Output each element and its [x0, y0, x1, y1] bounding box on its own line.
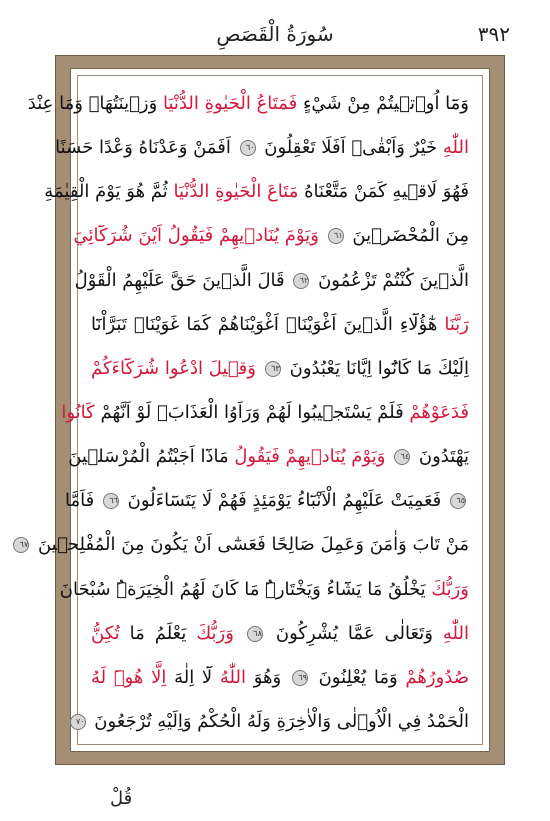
verse-text: وَهُوَ — [246, 666, 289, 688]
verse-text: الَّذٖينَ كُنْتُمْ تَزْعُمُونَ — [312, 269, 469, 291]
verse-text: لَٓا اِلٰهَ — [166, 666, 220, 688]
verse-text: مَنْ تَابَ وَاٰمَنَ وَعَمِلَ صَالِحًا فَعَسٰٓى اَنْ يَكُونَ مِنَ الْمُفْلِحٖينَ — [32, 534, 469, 556]
highlighted-text: اللّٰهِ — [442, 622, 469, 644]
text-line — [55, 135, 469, 161]
text-panel — [19, 68, 490, 752]
verse-text: فَعَمِيَتْ عَلَيْهِمُ الْاَنْبَٓاءُ يَوْمَئِذٍ فَهُمْ لَا يَتَسَٓاءَلُونَ — [121, 490, 447, 512]
verse-number-marker: ٦٨ — [247, 626, 263, 642]
highlighted-text: صُدُورُهُمْ — [405, 666, 469, 688]
verse-text: يَعْلَمُ مَا — [119, 622, 197, 644]
verse-text: ثُمَّ هُوَ يَوْمَ الْقِيٰمَةِ — [44, 181, 174, 203]
verse-number-marker: ٦٧ — [13, 537, 29, 553]
text-line — [74, 268, 469, 294]
text-line — [91, 621, 469, 647]
verse-number-marker: ٦٩ — [292, 670, 308, 686]
highlighted-text: وَيَوْمَ يُنَادٖيهِمْ فَيَقُولُ اَيْنَ شُرَكَٓائِيَ — [73, 225, 325, 247]
verse-text: اَفَمَنْ وَعَدْنَاهُ وَعْدًا حَسَنًا — [55, 137, 237, 159]
ornamental-frame — [19, 55, 505, 765]
highlighted-text: كَانُوا — [61, 401, 95, 423]
verse-text: مِنَ الْمُحْضَرٖينَ — [346, 225, 469, 247]
page-header — [0, 0, 550, 60]
verse-text: وَمَٓا اُو۫تٖيتُمْ مِنْ شَيْءٍ — [297, 93, 469, 114]
text-line — [27, 91, 469, 117]
verse-text: فَلَمْ يَسْتَجٖيبُوا لَهُمْ وَرَاَوُا الْعَذَابَۚ لَوْ اَنَّهُمْ — [94, 401, 410, 423]
text-line — [91, 312, 469, 338]
text-line — [68, 444, 469, 470]
verse-text: الْحَمْدُ فِي الْاُو۫لٰى وَالْاٰخِرَةِ وَلَهُ الْحُكْمُ وَاِلَيْهِ تُرْجَعُونَ — [88, 710, 469, 732]
verse-number-marker: ٦٤ — [394, 449, 410, 465]
surah-title: سُورَةُ الْقَصَصِ — [216, 22, 334, 46]
verse-number-marker: ٦٦ — [103, 493, 119, 509]
verse-text: فَهُوَ لَاقٖيهِ كَمَنْ مَتَّعْنَاهُ — [298, 181, 469, 203]
text-line — [59, 577, 469, 603]
highlighted-text: وَيَوْمَ يُنَادٖيهِمْ فَيَقُولُ — [234, 446, 392, 468]
text-line — [61, 400, 469, 426]
verse-text: فَاَمَّا — [64, 490, 100, 512]
verse-text: اِلَيْكَ مَا كَانُٓوا اِيَّانَا يَعْبُدُونَ — [283, 357, 469, 379]
verse-text: وَزٖينَتُهَاۚ وَمَا عِنْدَ — [27, 93, 163, 114]
page-number: ٣٩٢ — [477, 22, 510, 46]
verse-text: هٰٓؤُلَٓاءِ الَّذٖينَ اَغْوَيْنَاۚ اَغْوَيْنَاهُمْ كَمَا غَوَيْنَاۚ تَبَرَّاْنَٓا — [91, 313, 445, 335]
catchword: قُلْ — [110, 788, 133, 809]
highlighted-text: وَرَبُّكَ — [196, 622, 244, 644]
verse-number-marker: ٦٠ — [240, 140, 256, 156]
text-line — [44, 179, 469, 205]
verse-text: خَيْرٌ وَاَبْقٰىۜ اَفَلَا تَعْقِلُونَ — [258, 137, 443, 159]
verse-text-block — [19, 91, 469, 735]
highlighted-text: اللّٰهِ — [442, 137, 469, 159]
text-line — [91, 356, 469, 382]
verse-number-marker: ٧٠ — [70, 714, 86, 730]
verse-text: وَتَعَالٰى عَمَّا يُشْرِكُونَ — [265, 622, 443, 644]
text-line — [91, 665, 469, 691]
highlighted-text: اِلَّا هُوَۜ لَهُ — [91, 666, 167, 688]
verse-text: قَالَ الَّذٖينَ حَقَّ عَلَيْهِمُ الْقَوْلُ — [74, 269, 291, 291]
highlighted-text: اللّٰهُ — [219, 666, 246, 688]
highlighted-text: رَبَّنَا — [444, 313, 469, 335]
highlighted-text: مَتَاعَ الْحَيٰوةِ الدُّنْيَا — [173, 181, 299, 203]
verse-text: يَخْلُقُ مَا يَشَٓاءُ وَيَخْتَارُۜ مَا كَانَ لَهُمُ الْخِيَرَةُۜ سُبْحَانَ — [59, 578, 432, 600]
verse-text: مَاذَٓا اَجَبْتُمُ الْمُرْسَلٖينَ — [68, 446, 235, 468]
text-line — [19, 532, 469, 558]
text-line — [64, 488, 469, 514]
highlighted-text: وَرَبُّكَ — [431, 578, 469, 600]
highlighted-text: وَقٖيلَ ادْعُوا شُرَكَٓاءَكُمْ — [91, 357, 262, 379]
verse-number-marker: ٦١ — [328, 228, 344, 244]
highlighted-text: فَدَعَوْهُمْ — [409, 401, 469, 423]
highlighted-text: تُكِنُّ — [91, 622, 120, 644]
text-line — [75, 709, 469, 735]
verse-text: يَهْتَدُونَ — [413, 446, 469, 468]
highlighted-text: فَمَتَاعُ الْحَيٰوةِ الدُّنْيَا — [163, 93, 298, 114]
verse-text: وَمَا يُعْلِنُونَ — [310, 666, 406, 688]
verse-number-marker: ٦٢ — [293, 273, 309, 289]
verse-number-marker: ٦٣ — [265, 361, 281, 377]
verse-number-marker: ٦٥ — [450, 493, 466, 509]
text-line — [73, 223, 469, 249]
